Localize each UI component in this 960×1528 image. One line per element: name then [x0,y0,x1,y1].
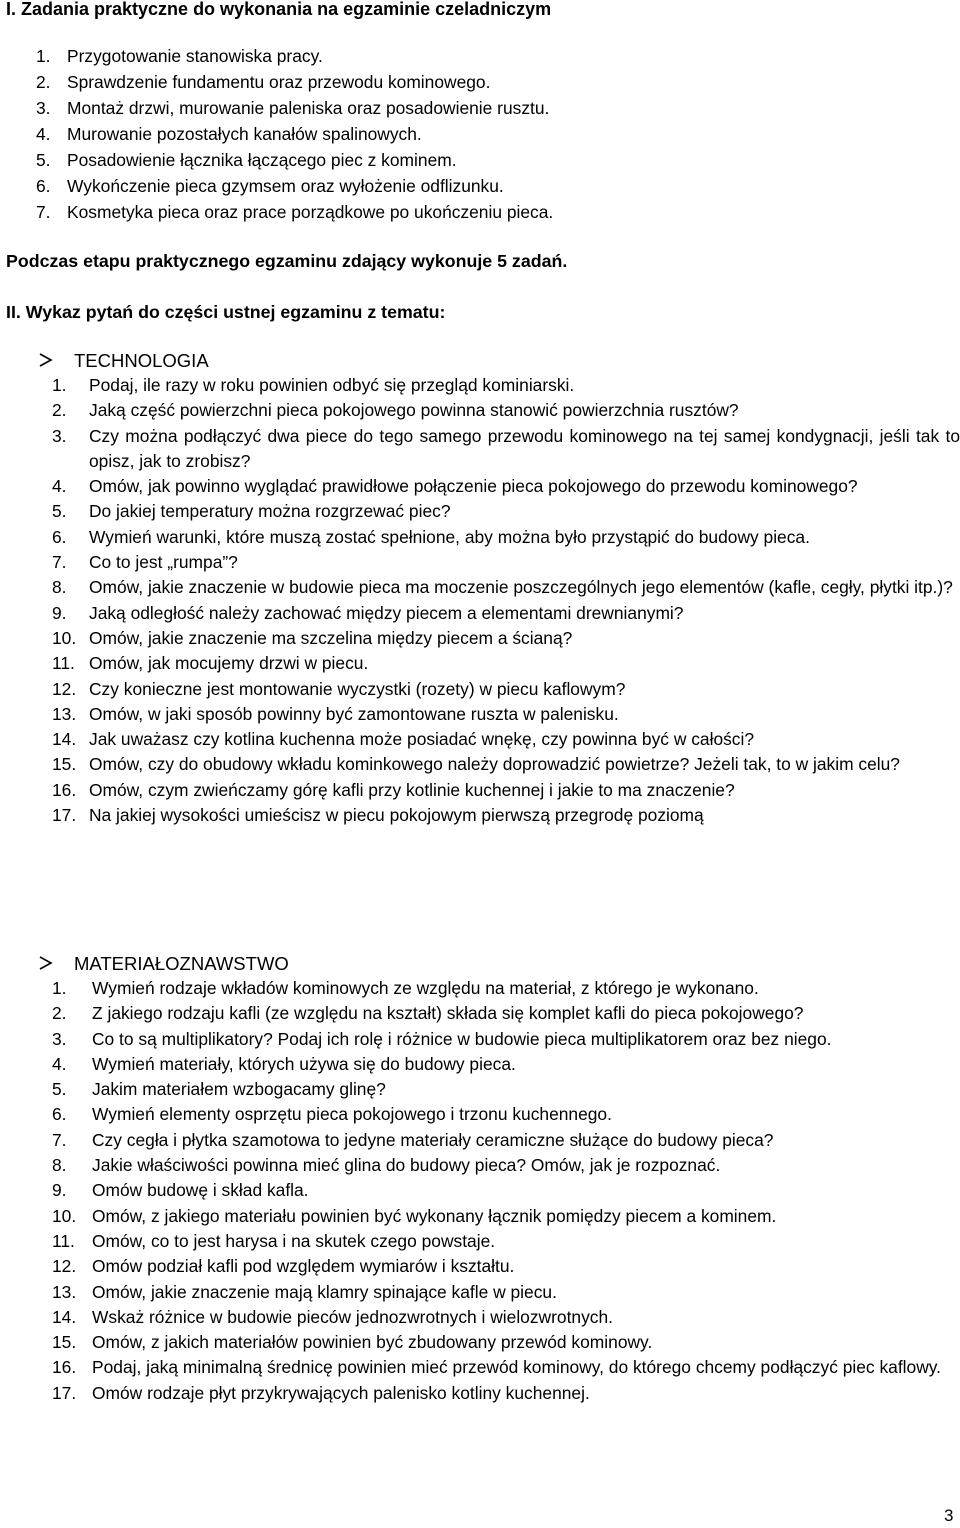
item-number: 5. [52,1079,67,1100]
item-text: Omów, jak powinno wyglądać prawidłowe połączenie pieca pokojowego do przewodu kominowego? [89,476,858,497]
list-item [30,96,930,122]
list-item [52,1027,960,1052]
item-text: Jaką część powierzchni pieca pokojowego powinna stanowić powierzchnia rusztów? [89,400,739,421]
item-text: Czy konieczne jest montowanie wyczystki (rozety) w piecu kaflowym? [89,678,626,699]
list-item [30,200,930,226]
item-text: Jakie właściwości powinna mieć glina do budowy pieca? Omów, jak je rozpoznać. [92,1155,721,1176]
item-text: Jakim materiałem wzbogacamy glinę? [92,1079,386,1100]
list-item [52,1381,960,1406]
list-item [52,702,960,727]
page-number: 3 [944,1506,954,1525]
list-item [30,70,930,96]
item-text: Do jakiej temperatury można rozgrzewać piec? [89,501,451,522]
list-item [30,174,930,200]
item-text: Na jakiej wysokości umieścisz w piecu pokojowym pierwszą przegrodę poziomą [89,805,704,826]
list-item [52,727,960,752]
item-number: 13. [52,703,77,724]
item-number: 16. [52,779,77,800]
item-number: 8. [52,577,67,598]
list-item [52,752,960,777]
item-number: 3. [52,1028,67,1049]
list-item [52,373,960,398]
list-item [52,1102,960,1127]
item-text: Podaj, ile razy w roku powinien odbyć się przegląd kominiarski. [89,375,575,395]
list-item [52,1305,960,1330]
item-number: 7. [36,202,51,222]
item-number: 12. [52,1256,77,1277]
list-item [52,803,960,828]
item-number: 4. [36,124,51,144]
list-item [30,122,930,148]
item-number: 7. [52,552,67,573]
item-number: 2. [52,400,67,421]
item-number: 6. [52,1104,67,1125]
list-item [52,525,960,550]
list-item [52,1077,960,1102]
item-text: Z jakiego rodzaju kafli (ze względu na kształt) składa się komplet kafli do pieca pokojowego? [92,1003,804,1024]
item-text: Wymień materiały, których używa się do budowy pieca. [92,1053,516,1074]
list-item [52,677,960,702]
item-text: Omów podział kafli pod względem wymiarów i kształtu. [92,1256,515,1277]
list-item [52,1178,960,1203]
list-item [52,778,960,803]
item-text: Sprawdzenie fundamentu oraz przewodu kominowego. [67,72,491,92]
item-text: Czy cegła i płytka szamotowa to jedyne materiały ceramiczne służące do budowy pieca? [92,1129,774,1150]
item-text: Omów, z jakiego materiału powinien być wykonany łącznik pomiędzy piecem a kominem. [92,1205,777,1226]
item-number: 13. [52,1281,77,1302]
list-item [52,976,960,1001]
list-item [30,44,930,70]
item-text: Montaż drzwi, murowanie paleniska oraz posadowienie rusztu. [67,98,550,118]
list-item [52,499,960,524]
list-item [52,424,960,475]
item-text: Wskaż różnice w budowie pieców jednozwrotnych i wielozwrotnych. [92,1306,613,1327]
item-text: Omów, z jakich materiałów powinien być zbudowany przewód kominowy. [92,1332,653,1353]
item-number: 8. [52,1155,67,1176]
item-number: 12. [52,678,77,699]
item-number: 5. [36,150,51,170]
item-text: Co to jest „rumpa”? [89,552,238,573]
item-number: 11. [52,653,75,674]
list-item [52,1229,960,1254]
item-number: 4. [52,476,67,497]
item-number: 2. [36,72,51,92]
practical-note: Podczas etapu praktycznego egzaminu zdający wykonuje 5 zadań. [6,251,568,271]
item-text: Podaj, jaką minimalną średnicę powinien mieć przewód kominowy, do którego chcemy podłączyć piec kaflowy. [92,1357,941,1378]
item-number: 10. [52,1205,77,1226]
item-number: 3. [52,425,67,446]
item-text: Co to są multiplikatory? Podaj ich rolę i różnice w budowie pieca multiplikatorem oraz bez niego. [92,1028,832,1049]
materials-question-list [52,976,960,1406]
item-number: 15. [52,1332,77,1353]
item-number: 15. [52,754,77,775]
item-number: 9. [52,602,67,623]
list-item [52,1052,960,1077]
arrow-bullet-icon [38,955,54,971]
item-text: Wymień rodzaje wkładów kominowych ze względu na materiał, z którego je wykonano. [92,978,759,998]
list-item [52,1330,960,1355]
item-number: 7. [52,1129,67,1150]
item-text: Omów, jak mocujemy drzwi w piecu. [89,653,369,674]
item-text: Kosmetyka pieca oraz prace porządkowe po ukończeniu pieca. [67,202,554,222]
item-text: Jaką odległość należy zachować między piecem a elementami drewnianymi? [89,602,684,623]
item-text: Omów, jakie znaczenie w budowie pieca ma moczenie poszczególnych jego elementów (kafle, cegły, płytki itp.)? [89,577,953,598]
item-number: 1. [52,978,67,998]
list-item [52,398,960,423]
item-text: Omów, jakie znaczenie ma szczelina między piecem a ścianą? [89,627,573,648]
item-number: 5. [52,501,67,522]
list-item [52,1204,960,1229]
list-item [52,474,960,499]
item-number: 1. [52,375,67,395]
list-item [52,1153,960,1178]
item-text: Omów budowę i skład kafla. [92,1180,309,1201]
list-item [52,601,960,626]
item-text: Jak uważasz czy kotlina kuchenna może posiadać wnękę, czy powinna być w całości? [89,729,755,750]
subsection-title: MATERIAŁOZNAWSTWO [74,953,289,974]
item-number: 2. [52,1003,67,1024]
list-item [52,1254,960,1279]
list-item [52,550,960,575]
technology-question-list [52,373,960,828]
list-item [52,1280,960,1305]
item-number: 6. [52,526,67,547]
section-heading-practical: I. Zadania praktyczne do wykonania na egzaminie czeladniczym [6,0,552,19]
item-number: 9. [52,1180,67,1201]
list-item [52,626,960,651]
item-text: Omów, co to jest harysa i na skutek czego powstaje. [92,1230,496,1251]
item-text: Przygotowanie stanowiska pracy. [67,46,323,66]
item-text: Czy można podłączyć dwa piece do tego samego przewodu kominowego na tej samej kondygnacji, jeśli tak to opisz, jak to zrobisz? [89,425,960,471]
item-number: 3. [36,98,51,118]
item-text: Murowanie pozostałych kanałów spalinowych. [67,124,422,144]
item-text: Wykończenie pieca gzymsem oraz wyłożenie odflizunku. [67,176,504,196]
subsection-title: TECHNOLOGIA [74,350,209,371]
list-item [30,148,930,174]
item-number: 17. [52,1382,77,1403]
practical-task-list [30,44,930,226]
item-number: 10. [52,627,77,648]
list-item [52,1355,960,1380]
item-text: Wymień warunki, które muszą zostać spełnione, aby można było przystąpić do budowy pieca. [89,526,810,547]
item-number: 4. [52,1053,67,1074]
arrow-bullet-icon [38,352,54,368]
list-item [52,575,960,600]
item-text: Omów, jakie znaczenie mają klamry spinające kafle w piecu. [92,1281,557,1302]
item-number: 11. [52,1230,75,1251]
item-text: Omów, czy do obudowy wkładu kominkowego należy doprowadzić powietrze? Jeżeli tak, to w jakim celu? [89,754,900,775]
item-text: Omów, w jaki sposób powinny być zamontowane ruszta w palenisku. [89,703,619,724]
section-heading-oral: II. Wykaz pytań do części ustnej egzaminu z tematu: [6,302,446,322]
item-number: 14. [52,1306,77,1327]
item-number: 6. [36,176,51,196]
item-number: 14. [52,729,77,750]
item-text: Omów, czym zwieńczamy górę kafli przy kotlinie kuchennej i jakie to ma znaczenie? [89,779,735,800]
item-number: 1. [36,46,51,66]
list-item [52,1001,960,1026]
item-text: Omów rodzaje płyt przykrywających palenisko kotliny kuchennej. [92,1382,590,1403]
item-text: Posadowienie łącznika łączącego piec z kominem. [67,150,457,170]
item-number: 17. [52,805,77,826]
list-item [52,651,960,676]
item-number: 16. [52,1357,77,1378]
list-item [52,1128,960,1153]
item-text: Wymień elementy osprzętu pieca pokojowego i trzonu kuchennego. [92,1104,612,1125]
